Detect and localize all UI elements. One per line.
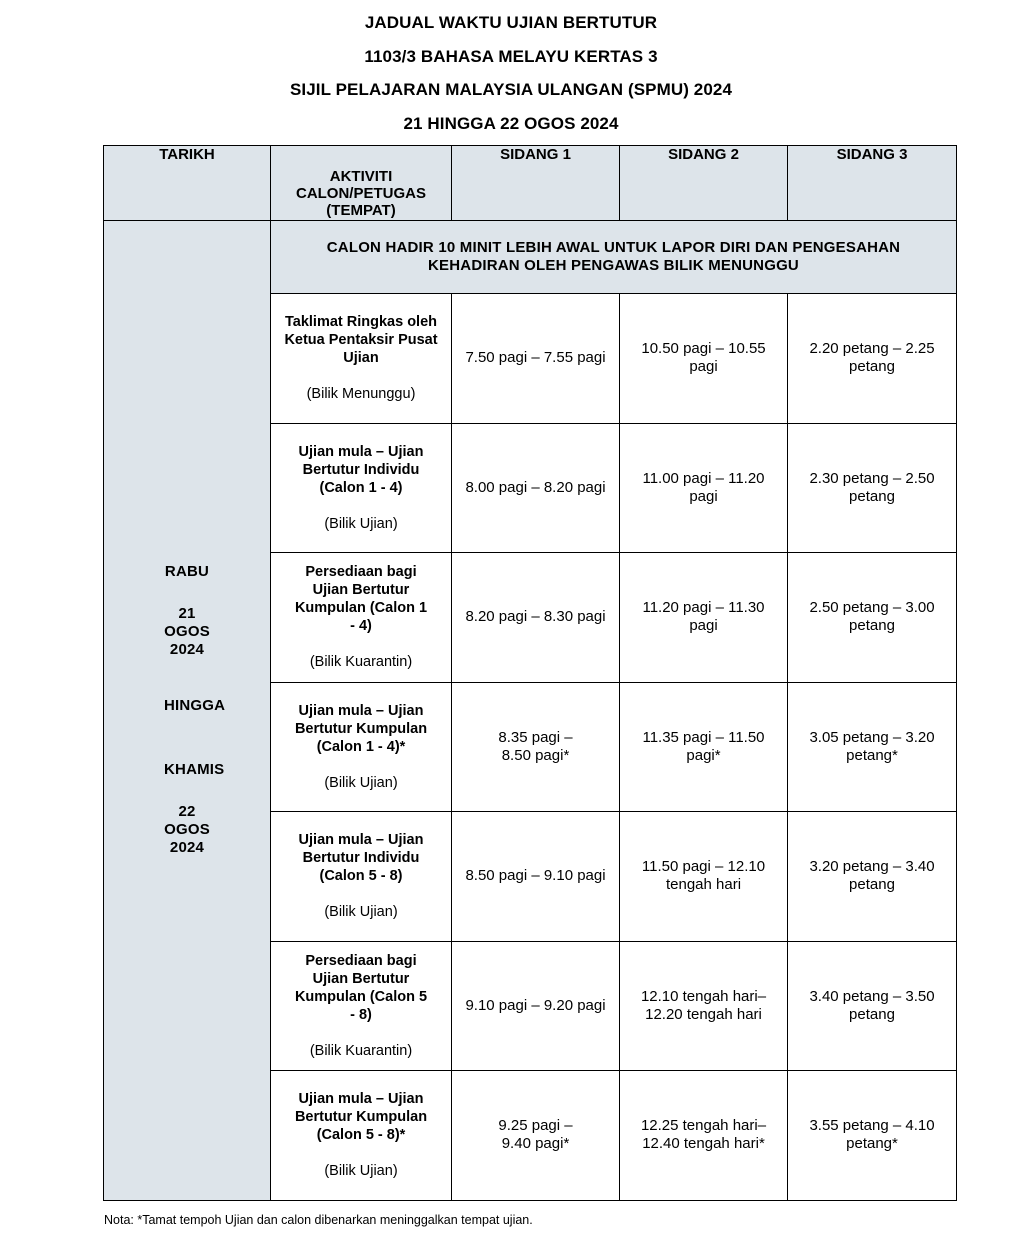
sidang-2-time: 12.25 tengah hari– 12.40 tengah hari* [620,1071,788,1201]
day-1: RABU [164,563,210,581]
header-sidang-3: SIDANG 3 [788,146,957,221]
activity-cell [271,1071,452,1201]
activity-place: (Bilik Ujian) [324,774,398,791]
sidang-2-time: 10.50 pagi – 10.55 pagi [620,294,788,424]
date-1-month: OGOS [164,623,210,641]
activity-cell [271,941,452,1071]
sidang-3-time: 2.50 petang – 3.00 petang [788,553,957,683]
sidang-1-time: 8.20 pagi – 8.30 pagi [452,553,620,683]
notice-cell [271,221,957,294]
activity-place: (Bilik Ujian) [324,904,398,921]
document-title [0,6,1022,140]
activity-place: (Bilik Ujian) [324,1163,398,1180]
sidang-1-time: 7.50 pagi – 7.55 pagi [452,294,620,424]
activity-title: Persediaan bagi Ujian Bertutur Kumpulan (Calon 1 - 4) [294,564,428,635]
activity-cell [271,812,452,942]
day-2: KHAMIS [164,761,225,779]
header-row [104,146,957,221]
title-line-3: SIJIL PELAJARAN MALAYSIA ULANGAN (SPMU) 2024 [289,80,733,99]
activity-title: Ujian mula – Ujian Bertutur Kumpulan (Calon 1 - 4)* [294,702,428,755]
sidang-2-time: 11.20 pagi – 11.30 pagi [620,553,788,683]
date-2-year: 2024 [169,839,205,857]
activity-place: (Bilik Menunggu) [306,386,416,403]
header-sidang-1: SIDANG 1 [452,146,620,221]
notice-text: CALON HADIR 10 MINIT LEBIH AWAL UNTUK LAPOR DIRI DAN PENGESAHAN KEHADIRAN OLEH PENGAWAS BILIK MENUNGGU [326,239,901,274]
activity-place: (Bilik Ujian) [324,515,398,532]
notice-row [104,221,957,294]
title-line-2: 1103/3 BAHASA MELAYU KERTAS 3 [364,46,658,66]
activity-title: Ujian mula – Ujian Bertutur Individu (Calon 1 - 4) [298,443,424,496]
activity-title: Ujian mula – Ujian Bertutur Kumpulan (Calon 5 - 8)* [294,1091,428,1144]
sidang-1-time: 9.10 pagi – 9.20 pagi [452,941,620,1071]
date-2-month: OGOS [164,821,210,839]
sidang-1-time: 8.35 pagi – 8.50 pagi* [452,682,620,812]
activity-title: Ujian mula – Ujian Bertutur Individu (Calon 5 - 8) [298,832,424,885]
sidang-2-time: 11.00 pagi – 11.20 pagi [620,423,788,553]
sidang-2-time: 11.50 pagi – 12.10 tengah hari [620,812,788,942]
sidang-3-time: 3.05 petang – 3.20 petang* [788,682,957,812]
date-cell [104,221,271,1201]
sidang-2-time: 12.10 tengah hari– 12.20 tengah hari [620,941,788,1071]
activity-cell [271,423,452,553]
header-sidang-2: SIDANG 2 [620,146,788,221]
header-tarikh: TARIKH [104,146,271,221]
header-aktiviti: AKTIVITI CALON/PETUGAS (TEMPAT) [271,146,452,221]
activity-title: Taklimat Ringkas oleh Ketua Pentaksir Pusat Ujian [284,314,438,367]
sidang-1-time: 8.00 pagi – 8.20 pagi [452,423,620,553]
sidang-1-time: 8.50 pagi – 9.10 pagi [452,812,620,942]
activity-title: Persediaan bagi Ujian Bertutur Kumpulan (Calon 5 - 8) [294,952,428,1023]
date-1-year: 2024 [169,641,205,659]
sidang-3-time: 2.30 petang – 2.50 petang [788,423,957,553]
activity-cell [271,294,452,424]
activity-cell [271,553,452,683]
date-2-day: 22 [178,803,196,821]
schedule-table [103,145,957,1201]
hingga-label: HINGGA [164,697,226,715]
date-1-day: 21 [178,605,196,623]
sidang-1-time: 9.25 pagi – 9.40 pagi* [452,1071,620,1201]
activity-cell [271,682,452,812]
sidang-2-time: 11.35 pagi – 11.50 pagi* [620,682,788,812]
title-line-1: JADUAL WAKTU UJIAN BERTUTUR [364,13,658,32]
activity-place: (Bilik Kuarantin) [309,1042,413,1059]
sidang-3-time: 2.20 petang – 2.25 petang [788,294,957,424]
footnote: Nota: *Tamat tempoh Ujian dan calon dibenarkan meninggalkan tempat ujian. [104,1213,533,1227]
activity-place: (Bilik Kuarantin) [309,654,413,671]
sidang-3-time: 3.20 petang – 3.40 petang [788,812,957,942]
title-line-4: 21 HINGGA 22 OGOS 2024 [403,113,619,133]
sidang-3-time: 3.55 petang – 4.10 petang* [788,1071,957,1201]
sidang-3-time: 3.40 petang – 3.50 petang [788,941,957,1071]
